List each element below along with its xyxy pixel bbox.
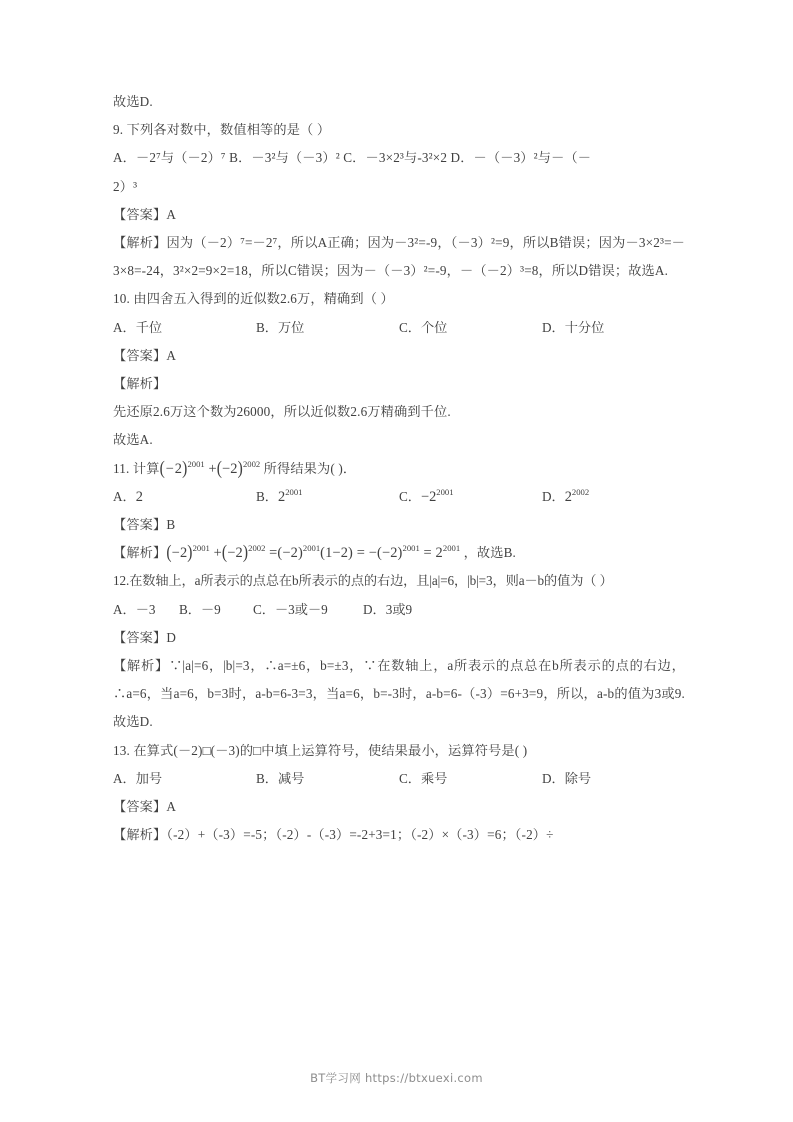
question-13-option-c [399,765,542,793]
question-12-number: 12. [113,573,130,589]
answer-label: 【答案】 [113,517,167,533]
document-body [113,88,685,849]
answer-value: A [166,347,177,363]
question-13-analysis [113,821,685,849]
answer-value: A [166,799,177,815]
question-12-option-c [253,596,363,624]
question-10-options [113,314,685,342]
footer-watermark: BT学习网 https://btxuexi.com [310,1071,483,1085]
option-label: D． [542,770,565,786]
option-label: C． [253,601,275,617]
question-11-analysis-formula: $(-2)^{2001} +(-2)^{2002} =(-2)^{2001}(1-2) = -(-2)^{2001} = 2^{2001}$ [166,541,461,564]
question-10-analysis-line-1: 先还原2.6万这个数为26000，所以近似数2.6万精确到千位. [113,404,451,420]
analysis-label: 【解析】 [113,545,167,561]
answer-value: D [166,629,177,645]
question-9-options-line-2: 2）³ [113,178,138,194]
question-11-option-a: A．2 [113,488,143,505]
question-11-stem [113,455,685,483]
answer-label: 【答案】 [113,799,167,815]
option-label: A． [113,770,136,786]
analysis-text: 因为（－2）⁷=－2⁷，所以A正确；因为－3²=-9，（－3）²=9，所以B错误；因为－3×2³=－3×8=-24，3²×2=9×2=18，所以C错误；因为－（－3）²=-9，－（－2）³=8，所以D错误；故选A. [113,235,685,279]
answer-value: B [166,517,176,533]
question-11-stem-suffix: 所得结果为( )． [263,460,357,476]
option-label: C． [399,770,421,786]
option-text: 3或9 [385,601,413,617]
option-text: 减号 [277,770,305,786]
question-12-analysis [113,652,685,737]
question-9-stem [113,116,685,144]
option-label: C． [399,319,421,335]
answer-label: 【答案】 [113,347,167,363]
question-10-option-d [542,314,604,342]
question-12-stem-text: 在数轴上，a所表示的点总在b所表示的点的右边，且|a|=6，|b|=3，则a－b的值为（ ） [129,573,613,589]
option-label: B． [256,770,278,786]
question-11-answer [113,511,685,539]
question-12-options [113,596,685,624]
option-label: D． [542,488,565,504]
option-label: A． [113,601,136,617]
analysis-label: 【解析】 [113,658,170,674]
analysis-text: ∵|a|=6，|b|=3，∴a=±6，b=±3，∵在数轴上，a所表示的点总在b所表示的点的右边，∴a=6，当a=6，b=3时，a-b=6-3=3，当a=6，b=-3时，a-b=6-（-3）=6+3=9，所以，a-b的值为3或9. 故选D. [113,658,685,730]
question-10-option-c [399,314,542,342]
question-13-option-a [113,765,256,793]
answer-value: A [166,206,177,222]
analysis-label: 【解析】 [113,827,167,843]
question-11-analysis [113,539,685,567]
option-text: 千位 [135,319,163,335]
question-10-option-a [113,314,256,342]
question-13-answer [113,793,685,821]
option-label: D． [363,601,386,617]
question-11-formula: $(-2)^{2001} +(-2)^{2002}$ [159,457,261,479]
option-text: －3或－9 [274,601,328,617]
question-10-number: 10. [113,291,130,307]
option-text: 十分位 [564,319,605,335]
question-9-options-line-1: A．－2⁷与（－2）⁷ B．－3²与（－3）² C．－3×2³与-3²×2 D．－（－3）²与－（－ [113,150,592,166]
question-12-option-d [363,596,412,624]
option-text: 乘号 [420,770,448,786]
option-text: 除号 [564,770,592,786]
question-11-option-b: B．$2^{2001}$ [256,487,303,505]
option-label: B． [179,601,201,617]
question-10-analysis-line-2: 故选A. [113,432,153,448]
question-11-option-d: D．$2^{2002}$ [542,487,590,505]
answer-label: 【答案】 [113,629,167,645]
question-9-analysis [113,229,685,285]
question-9-answer [113,201,685,229]
answer-label: 【答案】 [113,206,167,222]
option-text: 万位 [277,319,305,335]
question-11-stem-prefix: 计算 [132,460,160,476]
option-text: 个位 [420,319,448,335]
option-label: B． [256,488,278,504]
option-text: －3 [135,601,156,617]
question-13-options [113,765,685,793]
option-label: B． [256,319,278,335]
option-text: 加号 [135,770,163,786]
question-11-number: 11. [113,460,130,476]
question-11-options [113,483,685,511]
conclusion-q8: 故选D. [113,94,153,109]
question-9-number: 9. [113,122,124,138]
question-13-stem-text: 在算式(－2)□(－3)的□中填上运算符号，使结果最小，运算符号是( ) [133,742,528,758]
option-label: D． [542,319,565,335]
question-10-answer [113,342,685,370]
option-label: A． [113,319,136,335]
question-10-option-b [256,314,399,342]
question-13-stem [113,737,685,765]
analysis-text: （-2）+（-3）=-5；（-2）-（-3）=-2+3=1；（-2）×（-3）=6；（-2）÷ [166,827,554,843]
question-10-stem [113,285,685,313]
question-13-option-b [256,765,399,793]
option-label: C． [399,488,421,504]
question-13-option-d [542,765,591,793]
analysis-label: 【解析】 [113,235,167,251]
question-13-number: 13. [113,742,130,758]
question-10-stem-text: 由四舍五入得到的近似数2.6万，精确到（ ） [133,291,394,307]
question-11-option-c: C．$-2^{2001}$ [399,487,454,505]
question-11-analysis-tail: ，故选B. [463,545,516,561]
question-9-stem-text: 下列各对数中，数值相等的是（ ） [126,122,331,138]
question-10-analysis-label: 【解析】 [113,376,167,392]
question-12-answer [113,624,685,652]
option-label: A． [113,488,136,504]
question-12-option-a [113,596,179,624]
question-12-stem [113,567,685,595]
question-12-option-b [179,596,253,624]
option-text: －9 [200,601,221,617]
